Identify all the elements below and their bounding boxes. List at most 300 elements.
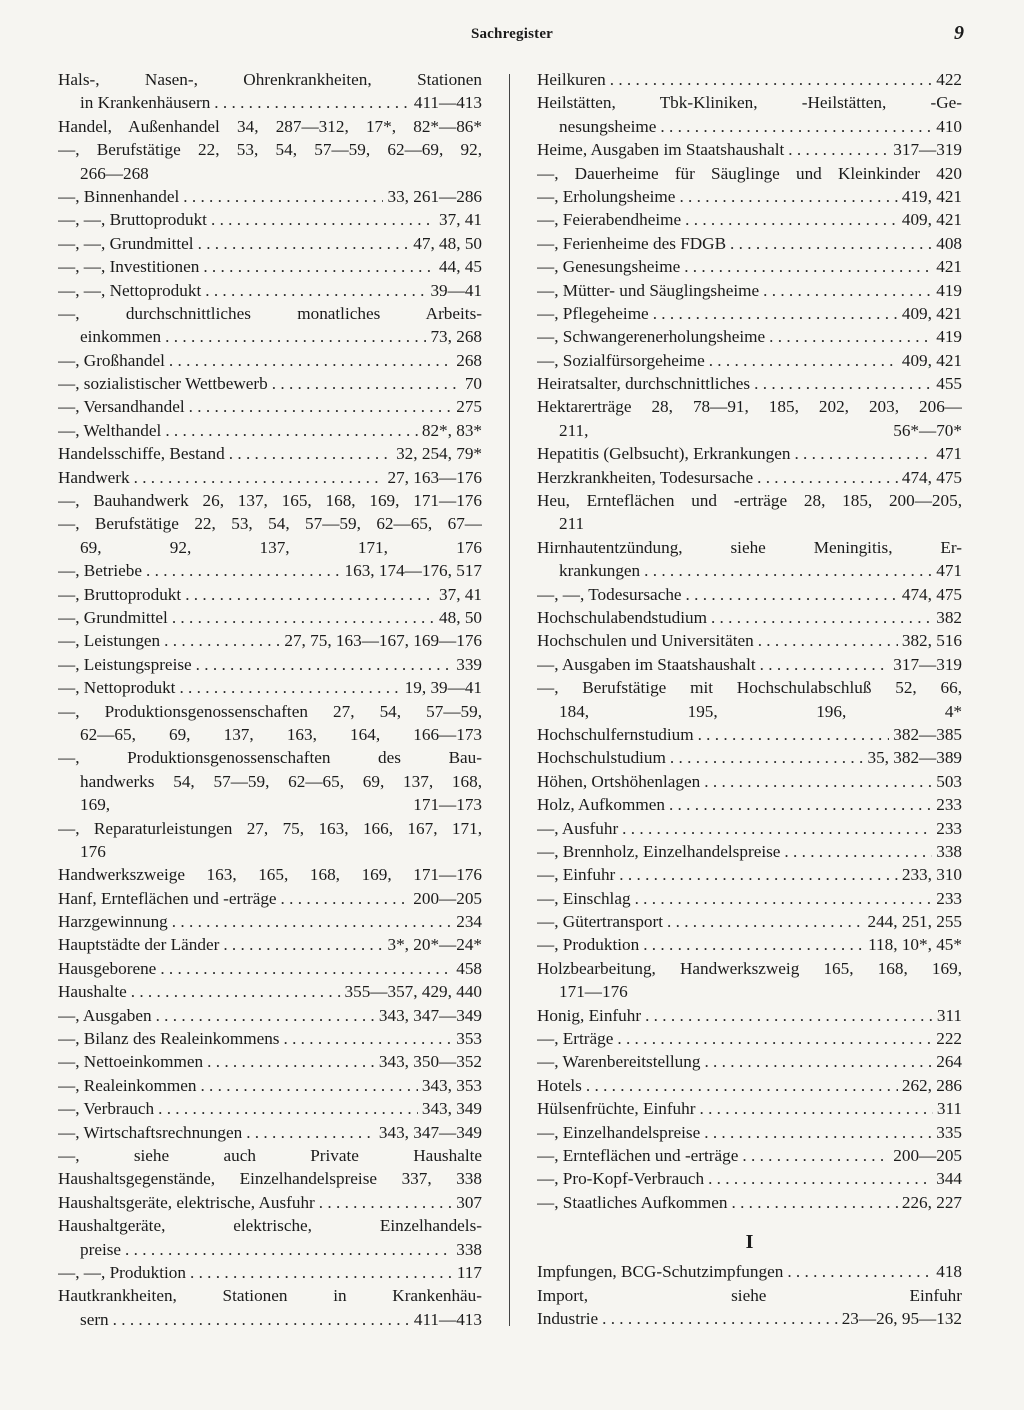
index-term: —, Brennholz, Einzelhandelspreise <box>537 841 781 861</box>
index-entry <box>537 442 962 465</box>
dot-leader <box>699 1097 932 1120</box>
index-term: Heu, Ernteflächen und -erträge 28, 185, 200—205, <box>537 491 962 511</box>
index-term: Hirnhautentzündung, siehe Meningitis, Er- <box>537 537 962 557</box>
index-pages: 47, 48, 50 <box>413 233 482 253</box>
index-entry <box>537 1074 962 1097</box>
dot-leader <box>211 208 435 231</box>
index-entry <box>58 676 482 699</box>
index-term: einkommen <box>80 327 162 347</box>
dot-leader <box>172 606 435 629</box>
index-term: Haushaltsgegenstände, Einzelhandelspreise 337, 338 <box>58 1169 482 1189</box>
index-entry <box>537 372 962 395</box>
index-entry <box>58 185 482 208</box>
page-number: 9 <box>954 22 964 44</box>
index-entry <box>58 255 482 278</box>
index-pages: 33, 261—286 <box>387 186 482 206</box>
index-entry <box>58 466 482 489</box>
dot-leader <box>586 1074 898 1097</box>
index-entry <box>537 349 962 372</box>
dot-leader <box>172 910 452 933</box>
dot-leader <box>787 1260 932 1283</box>
dot-leader <box>757 466 898 489</box>
index-entry <box>537 1307 962 1330</box>
index-pages: 73, 268 <box>430 327 482 347</box>
index-term: —, Gütertransport <box>537 912 664 932</box>
index-entry <box>58 817 482 840</box>
index-entry <box>537 1027 962 1050</box>
index-entry <box>58 302 482 325</box>
index-term: 169, 171—173 <box>80 795 482 815</box>
index-term: —, Ausgaben <box>58 1005 152 1025</box>
index-pages: 317—319 <box>893 654 962 674</box>
index-term: —, —, Todesursache <box>537 584 682 604</box>
index-term: Honig, Einfuhr <box>537 1005 642 1025</box>
index-entry <box>537 1144 962 1167</box>
index-term: Handwerkszweige 163, 165, 168, 169, 171—176 <box>58 865 482 885</box>
index-term: Haushaltsgeräte, elektrische, Ausfuhr <box>58 1192 315 1212</box>
index-pages: 311 <box>936 1099 962 1119</box>
index-pages: 233 <box>936 888 962 908</box>
index-term: —, Leistungspreise <box>58 654 192 674</box>
index-term: Handwerk <box>58 467 130 487</box>
index-entry <box>537 138 962 161</box>
index-term: —, siehe auch Private Haushalte <box>58 1145 482 1165</box>
index-pages: 118, 10*, 45* <box>868 935 962 955</box>
index-term: 211, 56*—70* <box>559 420 962 440</box>
index-term: Höhen, Ortshöhenlagen <box>537 771 701 791</box>
index-term: —, Nettoprodukt <box>58 678 176 698</box>
index-entry <box>537 512 962 535</box>
index-pages: 409, 421 <box>901 303 962 323</box>
index-entry <box>58 1261 482 1284</box>
index-term: Hochschulstudium <box>537 748 666 768</box>
index-term: —, —, Nettoprodukt <box>58 280 202 300</box>
index-entry <box>58 138 482 161</box>
index-entry <box>537 325 962 348</box>
dot-leader <box>760 653 890 676</box>
index-term: Hektarerträge 28, 78—91, 185, 202, 203, 206— <box>537 397 962 417</box>
index-term: —, Bruttoprodukt <box>58 584 182 604</box>
index-entries-i <box>537 1260 962 1330</box>
index-term: Holzbearbeitung, Handwerkszweig 165, 168, 169, <box>537 958 962 978</box>
index-pages: 226, 227 <box>901 1192 962 1212</box>
index-pages: 37, 41 <box>439 584 482 604</box>
index-term: —, Pro-Kopf-Verbrauch <box>537 1169 705 1189</box>
index-pages: 422 <box>936 70 962 89</box>
index-term: preise <box>80 1239 122 1259</box>
index-entry <box>537 957 962 980</box>
dot-leader <box>784 840 932 863</box>
dot-leader <box>207 1050 375 1073</box>
dot-leader <box>602 1307 838 1330</box>
dot-leader <box>619 863 898 886</box>
index-term: Herzkrankheiten, Todesursache <box>537 467 754 487</box>
index-entry <box>58 583 482 606</box>
index-term: —, Welthandel <box>58 420 162 440</box>
dot-leader <box>667 910 863 933</box>
dot-leader <box>685 208 898 231</box>
index-term: —, —, Investitionen <box>58 257 200 277</box>
dot-leader <box>185 583 435 606</box>
index-term: Heilkuren <box>537 70 606 89</box>
dot-leader <box>769 325 932 348</box>
index-term: —, Betriebe <box>58 561 142 581</box>
dot-leader <box>686 583 898 606</box>
index-term: —, Schwangerenerholungsheime <box>537 327 766 347</box>
index-pages: 409, 421 <box>901 350 962 370</box>
dot-leader <box>788 138 889 161</box>
index-term: —, Versandhandel <box>58 397 185 417</box>
index-pages: 355—357, 429, 440 <box>344 982 482 1002</box>
dot-leader <box>189 395 453 418</box>
index-entry <box>537 536 962 559</box>
index-term: sern <box>80 1309 109 1329</box>
index-pages: 343, 353 <box>421 1075 482 1095</box>
index-entry <box>58 887 482 910</box>
dot-leader <box>644 559 932 582</box>
index-term: —, Pflegeheime <box>537 303 649 323</box>
index-entry <box>58 1284 482 1307</box>
index-term: —, Binnenhandel <box>58 186 180 206</box>
index-term: nesungsheime <box>559 116 657 136</box>
index-pages: 244, 251, 255 <box>867 912 962 932</box>
dot-leader <box>730 232 932 255</box>
index-entry <box>58 1121 482 1144</box>
index-entry <box>537 91 962 114</box>
index-entry <box>58 115 482 138</box>
index-pages: 455 <box>936 374 962 394</box>
index-pages: 411—413 <box>413 93 482 113</box>
index-pages: 343, 349 <box>421 1099 482 1119</box>
index-term: handwerks 54, 57—59, 62—65, 69, 137, 168, <box>80 771 482 791</box>
index-entry <box>537 115 962 138</box>
index-pages: 471 <box>936 561 962 581</box>
index-pages: 335 <box>936 1122 962 1142</box>
dot-leader <box>643 933 864 956</box>
index-entry <box>58 793 482 816</box>
dot-leader <box>183 185 383 208</box>
dot-leader <box>158 1097 418 1120</box>
index-pages: 419 <box>936 280 962 300</box>
index-pages: 44, 45 <box>439 257 482 277</box>
index-term: Holz, Aufkommen <box>537 795 665 815</box>
index-pages: 307 <box>456 1192 482 1212</box>
dot-leader <box>617 1027 932 1050</box>
index-term: —, Warenbereitstellung <box>537 1052 701 1072</box>
dot-leader <box>731 1191 897 1214</box>
index-entry <box>58 232 482 255</box>
index-entry <box>58 840 482 863</box>
index-term: —, Realeinkommen <box>58 1075 197 1095</box>
dot-leader <box>709 349 898 372</box>
index-pages: 311 <box>936 1005 962 1025</box>
index-pages: 471 <box>936 444 962 464</box>
index-pages: 3*, 20*—24* <box>387 935 482 955</box>
index-entry <box>58 1027 482 1050</box>
index-term: Hanf, Ernteflächen und -erträge <box>58 888 277 908</box>
index-entry <box>537 723 962 746</box>
index-entry <box>58 162 482 185</box>
index-term: —, Einfuhr <box>537 865 616 885</box>
index-entry <box>537 746 962 769</box>
dot-leader <box>645 1004 933 1027</box>
index-entry <box>58 1074 482 1097</box>
dot-leader <box>165 419 418 442</box>
index-term: Impfungen, BCG-Schutzimpfungen <box>537 1262 784 1282</box>
index-entry <box>58 325 482 348</box>
dot-leader <box>131 980 341 1003</box>
index-pages: 222 <box>936 1029 962 1049</box>
index-pages: 408 <box>936 233 962 253</box>
index-pages: 262, 286 <box>901 1075 962 1095</box>
dot-leader <box>669 793 932 816</box>
index-term: Haushalte <box>58 982 127 1002</box>
index-entry <box>58 770 482 793</box>
index-term: —, Mütter- und Säuglingsheime <box>537 280 760 300</box>
dot-leader <box>670 746 864 769</box>
dot-leader <box>165 325 426 348</box>
index-pages: 264 <box>936 1052 962 1072</box>
index-entry <box>537 255 962 278</box>
dot-leader <box>160 957 452 980</box>
index-term: krankungen <box>559 561 641 581</box>
index-pages: 48, 50 <box>439 607 482 627</box>
index-term: —, Produktionsgenossenschaften des Bau- <box>58 748 482 768</box>
index-entry <box>58 419 482 442</box>
index-entry <box>58 1144 482 1167</box>
dot-leader <box>203 255 435 278</box>
index-pages: 382 <box>936 607 962 627</box>
index-entry <box>58 489 482 512</box>
index-term: 171—176 <box>559 982 628 1002</box>
index-entry <box>58 349 482 372</box>
index-entry <box>58 559 482 582</box>
index-entry <box>58 1308 482 1331</box>
index-entry <box>58 700 482 723</box>
index-term: 69, 92, 137, 171, 176 <box>80 537 482 557</box>
dot-leader <box>214 91 410 114</box>
index-pages: 382—385 <box>893 724 962 744</box>
index-entry <box>537 489 962 512</box>
index-term: —, Verbrauch <box>58 1099 155 1119</box>
index-pages: 382, 516 <box>901 631 962 651</box>
index-term: Hochschulfernstudium <box>537 724 694 744</box>
index-pages: 70 <box>464 374 482 394</box>
index-pages: 411—413 <box>413 1309 482 1329</box>
index-pages: 200—205 <box>413 888 482 908</box>
index-entry <box>537 840 962 863</box>
dot-leader <box>635 887 933 910</box>
index-term: Harzgewinnung <box>58 912 168 932</box>
index-entry <box>58 1050 482 1073</box>
dot-leader <box>146 559 341 582</box>
dot-leader <box>684 255 932 278</box>
index-term: —, Feierabendheime <box>537 210 682 230</box>
index-pages: 474, 475 <box>901 467 962 487</box>
index-term: —, Erträge <box>537 1029 614 1049</box>
dot-leader <box>754 372 932 395</box>
index-entry <box>58 653 482 676</box>
index-term: —, sozialistischer Wettbewerb <box>58 374 268 394</box>
index-term: —, Wirtschaftsrechnungen <box>58 1122 243 1142</box>
index-pages: 200—205 <box>893 1145 962 1165</box>
index-term: Heime, Ausgaben im Staatshaushalt <box>537 140 785 160</box>
index-entry <box>537 1097 962 1120</box>
index-pages: 458 <box>456 958 482 978</box>
index-entry <box>537 419 962 442</box>
dot-leader <box>200 1074 417 1097</box>
index-entry <box>58 629 482 652</box>
index-term: Import, siehe Einfuhr <box>537 1285 962 1305</box>
index-entries-h <box>537 68 962 1214</box>
index-entry <box>537 817 962 840</box>
index-term: —, Einschlag <box>537 888 631 908</box>
index-pages: 418 <box>936 1262 962 1282</box>
index-term: in Krankenhäusern <box>80 93 211 113</box>
index-entry <box>537 793 962 816</box>
index-term: Hochschulen und Universitäten <box>537 631 754 651</box>
index-entry <box>58 208 482 231</box>
index-entry <box>537 68 962 91</box>
index-entry <box>537 863 962 886</box>
index-pages: 338 <box>936 841 962 861</box>
index-term: —, Berufstätige 22, 53, 54, 57—59, 62—65, 67— <box>58 514 482 534</box>
index-entry <box>58 395 482 418</box>
index-pages: 35, 382—389 <box>867 748 962 768</box>
index-term: Hauptstädte der Länder <box>58 935 220 955</box>
index-pages: 343, 347—349 <box>378 1122 482 1142</box>
index-entry <box>58 91 482 114</box>
index-term: Hülsenfrüchte, Einfuhr <box>537 1099 696 1119</box>
dot-leader <box>660 115 932 138</box>
index-entry <box>537 910 962 933</box>
index-entry <box>58 512 482 535</box>
dot-leader <box>698 723 890 746</box>
index-pages: 39—41 <box>430 280 482 300</box>
page-header <box>0 24 1024 48</box>
index-entry <box>58 1097 482 1120</box>
index-pages: 419, 421 <box>901 186 962 206</box>
index-entry <box>537 933 962 956</box>
index-entry <box>537 185 962 208</box>
index-entry <box>58 536 482 559</box>
index-term: —, Ernteflächen und -erträge <box>537 1145 739 1165</box>
index-pages: 82*, 83* <box>421 420 482 440</box>
index-pages: 233, 310 <box>901 865 962 885</box>
index-term: —, Produktionsgenossenschaften 27, 54, 57—59, <box>58 701 482 721</box>
index-pages: 275 <box>456 397 482 417</box>
dot-leader <box>223 933 383 956</box>
index-entry <box>537 1050 962 1073</box>
index-entry <box>58 68 482 91</box>
index-pages: 32, 254, 79* <box>396 444 482 464</box>
index-term: 62—65, 69, 137, 163, 164, 166—173 <box>80 724 482 744</box>
index-term: 176 <box>80 841 106 861</box>
dot-leader <box>190 1261 453 1284</box>
index-pages: 19, 39—41 <box>404 678 482 698</box>
index-term: —, Erholungsheime <box>537 186 676 206</box>
dot-leader <box>246 1121 375 1144</box>
index-pages: 409, 421 <box>901 210 962 230</box>
index-entry <box>537 279 962 302</box>
index-entry <box>58 746 482 769</box>
index-pages: 233 <box>936 818 962 838</box>
index-entry <box>537 232 962 255</box>
index-pages: 419 <box>936 327 962 347</box>
index-entry <box>537 1284 962 1307</box>
index-entry <box>58 279 482 302</box>
index-term: 211 <box>559 514 585 534</box>
index-term: Handel, Außenhandel 34, 287—312, 17*, 82*—86* <box>58 116 482 136</box>
dot-leader <box>711 606 932 629</box>
index-pages: 234 <box>456 912 482 932</box>
index-entry <box>58 980 482 1003</box>
index-entry <box>537 162 962 185</box>
dot-leader <box>704 770 932 793</box>
index-pages: 317—319 <box>893 140 962 160</box>
dot-leader <box>113 1308 410 1331</box>
index-term: Hepatitis (Gelbsucht), Erkrankungen <box>537 444 791 464</box>
index-term: —, —, Produktion <box>58 1262 186 1282</box>
index-term: Heiratsalter, durchschnittliches <box>537 374 751 394</box>
index-entry <box>58 957 482 980</box>
index-pages: 233 <box>936 795 962 815</box>
index-term: —, Ferienheime des FDGB <box>537 233 727 253</box>
index-entry <box>58 606 482 629</box>
index-entry <box>537 606 962 629</box>
dot-leader <box>610 68 932 91</box>
index-term: —, Leistungen <box>58 631 161 651</box>
index-term: —, Bilanz des Realeinkommens <box>58 1029 280 1049</box>
index-entry <box>58 1167 482 1190</box>
dot-leader <box>794 442 932 465</box>
index-entry <box>58 1004 482 1027</box>
dot-leader <box>198 232 410 255</box>
dot-leader <box>622 817 932 840</box>
index-entry <box>537 653 962 676</box>
dot-leader <box>272 372 461 395</box>
index-entry <box>58 910 482 933</box>
index-term: Haushaltgeräte, elektrische, Einzelhandels- <box>58 1216 482 1236</box>
index-entry <box>58 933 482 956</box>
index-term: Hautkrankheiten, Stationen in Krankenhäu- <box>58 1286 482 1306</box>
index-term: —, Genesungsheime <box>537 257 681 277</box>
index-entry <box>58 372 482 395</box>
index-pages: 117 <box>456 1262 482 1282</box>
index-term: Hotels <box>537 1075 582 1095</box>
index-entry <box>537 559 962 582</box>
index-pages: 474, 475 <box>901 584 962 604</box>
index-entry <box>58 863 482 886</box>
index-entry <box>537 629 962 652</box>
index-term: —, —, Bruttoprodukt <box>58 210 207 230</box>
index-entry <box>537 395 962 418</box>
column-divider <box>509 74 510 1326</box>
dot-leader <box>742 1144 889 1167</box>
index-term: —, durchschnittliches monatliches Arbeits- <box>58 303 482 323</box>
index-pages: 343, 347—349 <box>378 1005 482 1025</box>
index-entry <box>537 1167 962 1190</box>
dot-leader <box>704 1050 932 1073</box>
index-pages: 338 <box>456 1239 482 1259</box>
index-entry <box>537 770 962 793</box>
dot-leader <box>763 279 932 302</box>
index-entry <box>537 1191 962 1214</box>
dot-leader <box>169 349 452 372</box>
index-pages: 421 <box>936 257 962 277</box>
index-term: —, Sozialfürsorgeheime <box>537 350 705 370</box>
section-letter: I <box>745 1231 754 1254</box>
